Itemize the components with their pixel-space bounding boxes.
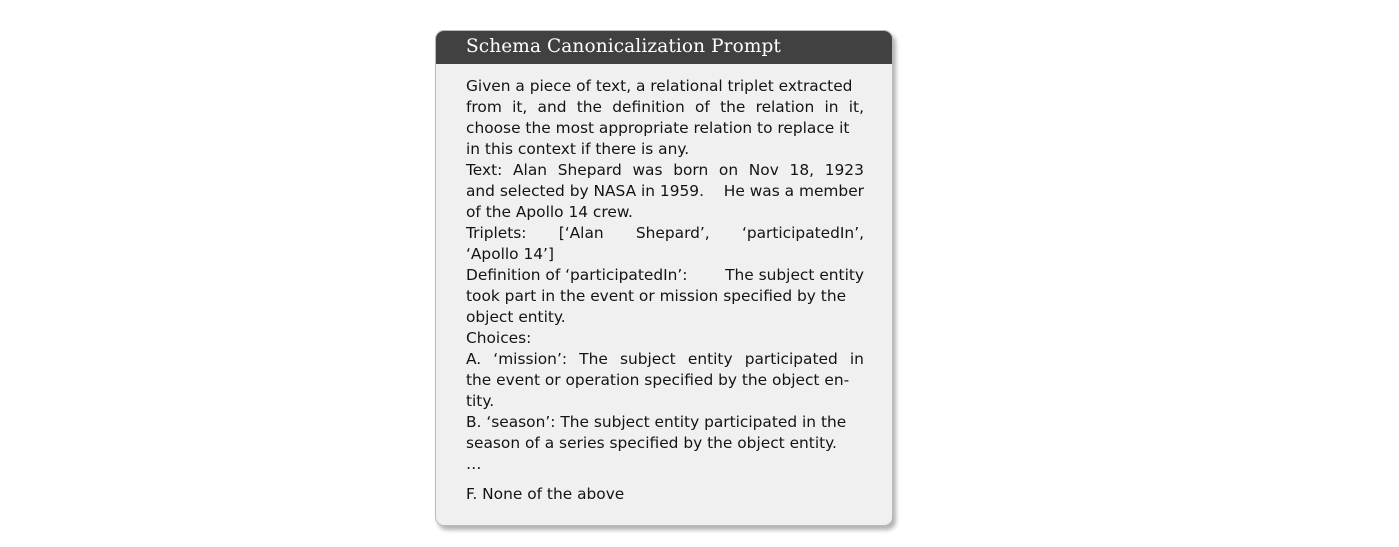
text-line: and selected by NASA in 1959. He was a member [466,182,864,200]
instruction-paragraph [466,76,864,160]
choice-a [466,349,864,412]
spacer [466,475,864,484]
choice-b [466,412,864,454]
card-title: Schema Canonicalization Prompt [466,36,781,58]
text-line: A. ‘mission’: The subject entity participated in [466,350,864,368]
text-line: from it, and the definition of the relation in it, [466,98,864,116]
choices-label: Choices: [466,329,532,347]
text-line: ‘Apollo 14’] [466,245,554,263]
text-line: season of a series specified by the object entity. [466,434,837,452]
text-line: of the Apollo 14 crew. [466,203,633,221]
text-line: object entity. [466,308,566,326]
card-body [436,64,892,525]
choices-ellipsis: … [466,455,483,473]
text-line: the event or operation specified by the object en- [466,371,850,389]
choice-f: F. None of the above [466,485,625,503]
schema-canonicalization-prompt-card [435,30,893,526]
text-line: Given a piece of text, a relational triplet extracted [466,77,853,95]
text-line: took part in the event or mission specified by the [466,287,847,305]
text-line: B. ‘season’: The subject entity participated in the [466,413,847,431]
triplets-paragraph [466,223,864,265]
definition-paragraph [466,265,864,328]
card-header [436,31,892,64]
prompt-text [466,76,864,505]
text-line: choose the most appropriate relation to replace it [466,119,850,137]
text-line: in this context if there is any. [466,140,690,158]
text-line: Text: Alan Shepard was born on Nov 18, 1923 [466,161,864,179]
source-text-paragraph [466,160,864,223]
text-line: tity. [466,392,495,410]
text-line: Triplets: [‘Alan Shepard’, ‘participatedIn’, [466,224,864,242]
text-line: Definition of ‘participatedIn’: The subject entity [466,266,864,284]
